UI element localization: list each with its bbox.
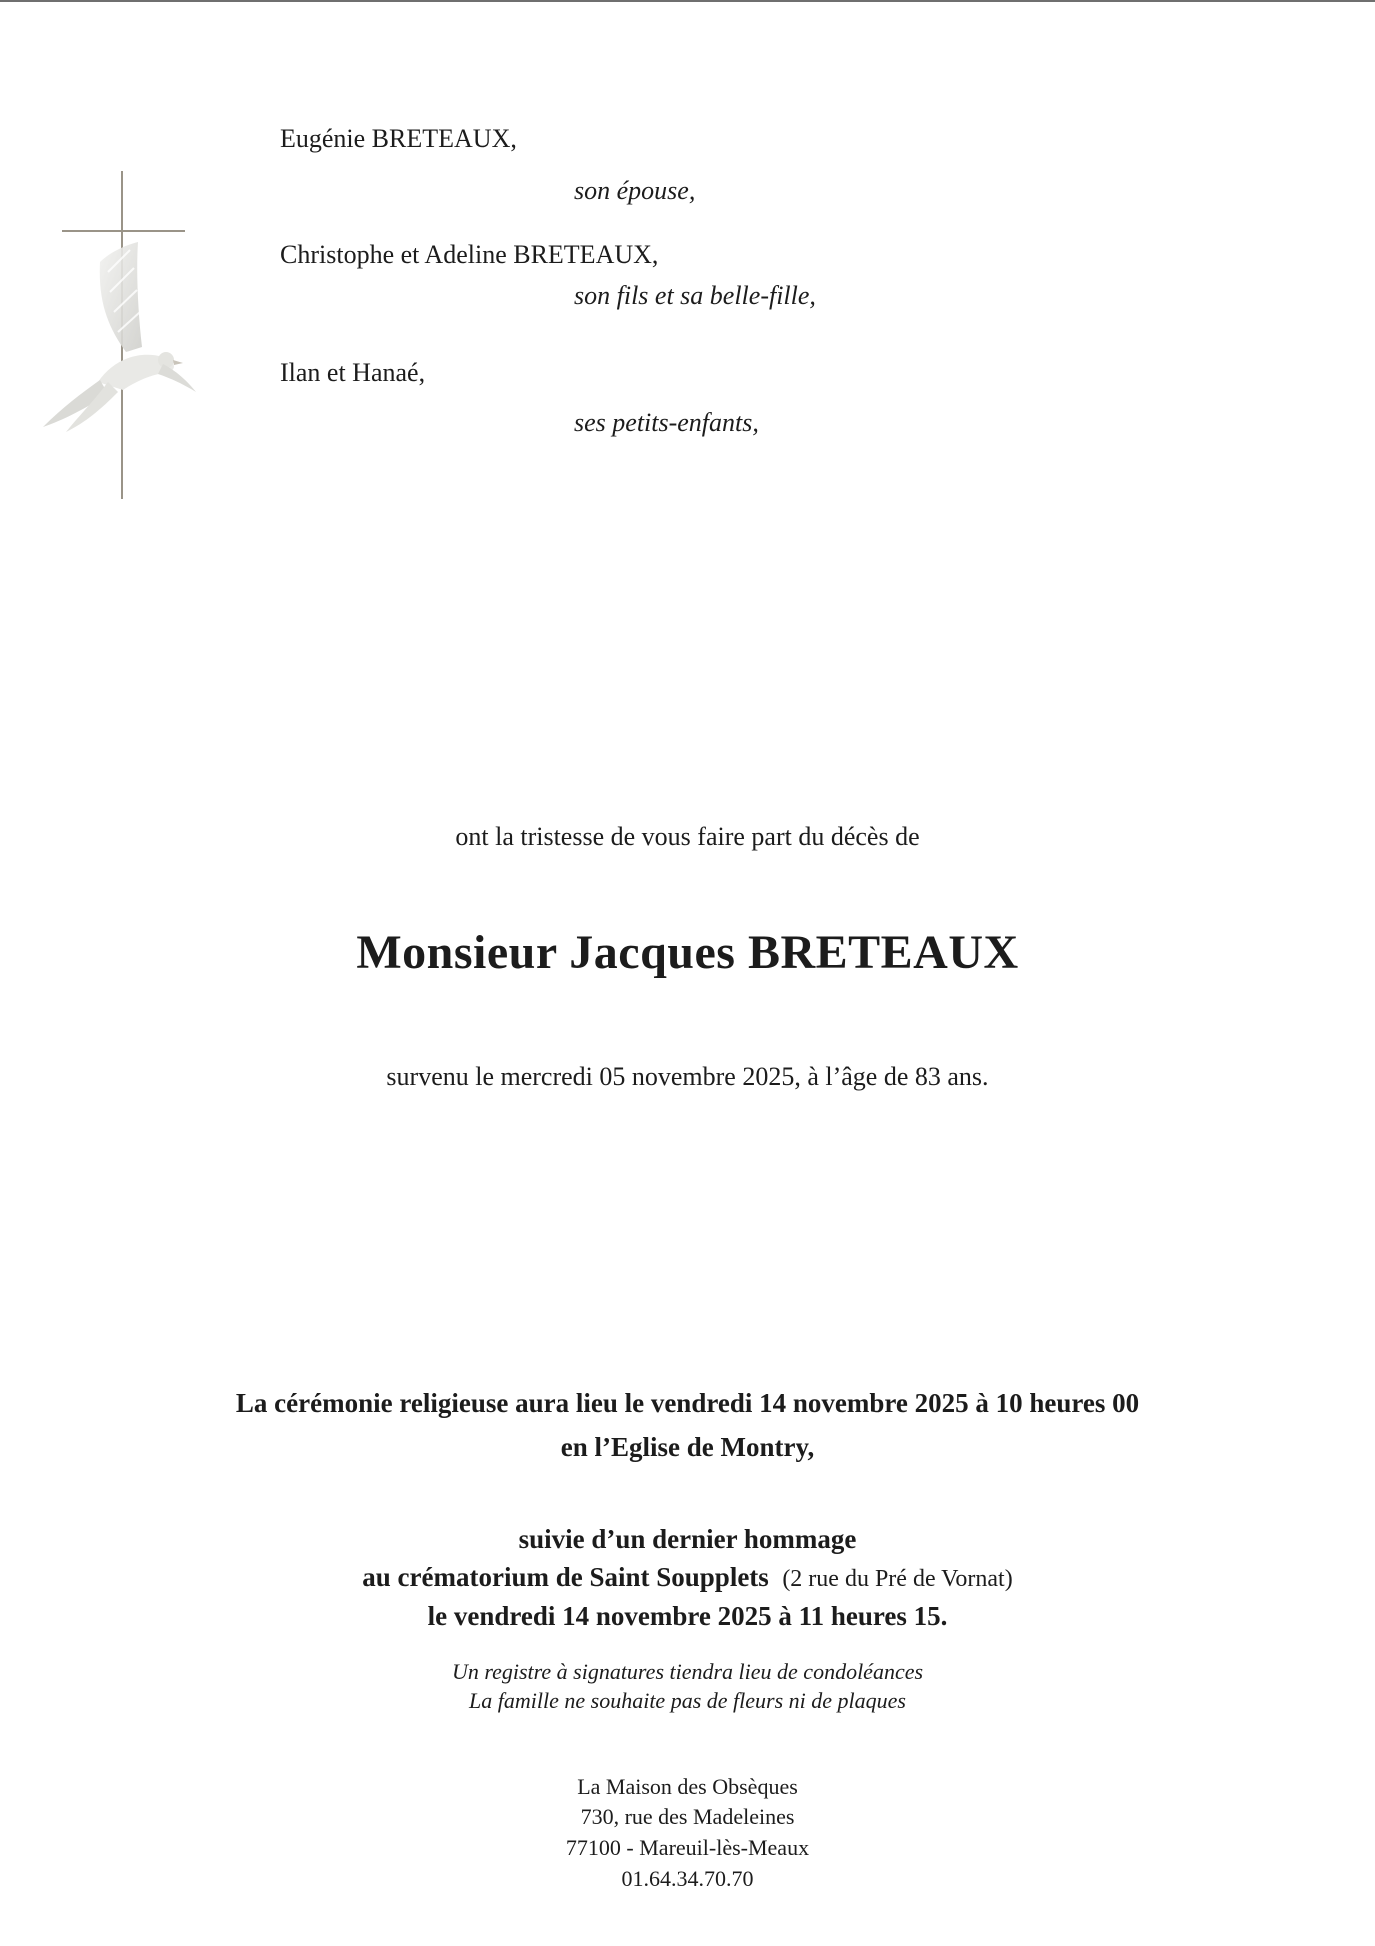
family-name-2: Christophe et Adeline BRETEAUX, (280, 240, 659, 269)
note-no-flowers: La famille ne souhaite pas de fleurs ni de plaques (469, 1688, 906, 1713)
tribute-line-1: suivie d’un dernier hommage (518, 1524, 857, 1554)
funeral-home-city: 77100 - Mareuil-lès-Meaux (565, 1835, 810, 1860)
tribute-line-2: au crématorium de Saint Soupplets (362, 1562, 769, 1592)
family-relation-3: ses petits-enfants, (574, 408, 759, 437)
dove-icon (38, 232, 198, 432)
funeral-home-phone: 01.64.34.70.70 (621, 1866, 754, 1891)
tribute-line-2-wrapper (0, 1562, 1375, 1593)
family-name-3: Ilan et Hanaé, (280, 358, 426, 387)
death-info: survenu le mercredi 05 novembre 2025, à l’âge de 83 ans. (386, 1062, 989, 1091)
announcement-text: ont la tristesse de vous faire part du décès de (455, 822, 920, 851)
tribute-address: (2 rue du Pré de Vornat) (782, 1566, 1013, 1592)
funeral-home-street: 730, rue des Madeleines (580, 1804, 795, 1829)
funeral-home-name: La Maison des Obsèques (577, 1774, 798, 1799)
note-registry: Un registre à signatures tiendra lieu de condoléances (451, 1659, 924, 1684)
family-relation-2: son fils et sa belle-fille, (574, 281, 816, 310)
page-top-border (0, 0, 1375, 2)
ceremony-line-1: La cérémonie religieuse aura lieu le vendredi 14 novembre 2025 à 10 heures 00 (235, 1388, 1140, 1418)
family-relation-1: son épouse, (574, 176, 696, 205)
family-name-1: Eugénie BRETEAUX, (280, 124, 517, 153)
tribute-line-3: le vendredi 14 novembre 2025 à 11 heures 15. (427, 1601, 948, 1631)
deceased-name: Monsieur Jacques BRETEAUX (356, 926, 1019, 979)
ceremony-line-2: en l’Eglise de Montry, (560, 1432, 815, 1462)
